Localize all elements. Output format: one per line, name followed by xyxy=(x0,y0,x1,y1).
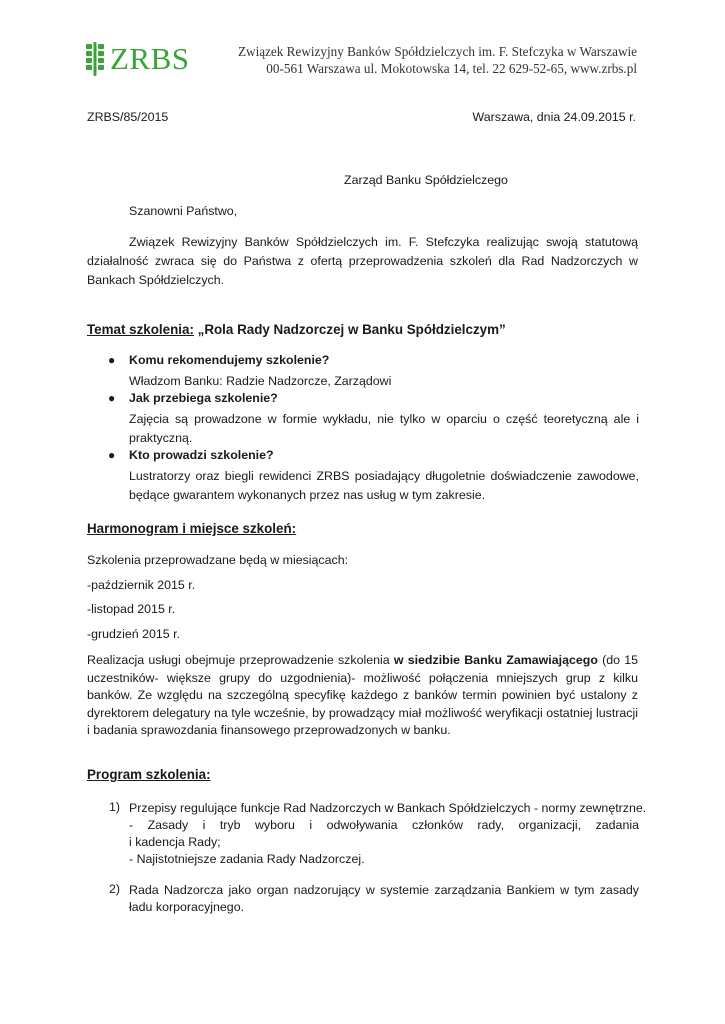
zrbs-logo xyxy=(84,40,190,76)
faq-question: Jak przebiega szkolenie? xyxy=(129,391,278,405)
program-subitem: - Najistotniejsze zadania Rady Nadzorczej. xyxy=(129,852,365,866)
org-name: Związek Rewizyjny Banków Spółdzielczych im. F. Stefczyka w Warszawie xyxy=(237,44,637,59)
program-item-title: Rada Nadzorcza jako organ nadzorujący w systemie zarządzania Bankiem w tym zasady ładu korporacyjnego. xyxy=(129,883,639,914)
letter-date: Warszawa, dnia 24.09.2015 r. xyxy=(472,110,636,124)
org-address: 00-561 Warszawa ul. Mokotowska 14, tel. 22 629-52-65, www.zrbs.pl xyxy=(266,61,637,76)
faq-answer: Lustratorzy oraz biegli rewidenci ZRBS posiadający długoletnie doświadczenie zawodowe, będące gwarantem wykonanych przez nas usług w tym zakresie. xyxy=(129,469,639,502)
topic-heading xyxy=(87,322,506,337)
topic-title: „Rola Rady Nadzorczej w Banku Spółdzielczym” xyxy=(193,322,506,337)
program-item-number: 1) xyxy=(109,800,121,814)
schedule-text-after: (do 15 uczestników- większe grupy do uzgodnienia)- możliwość połączenia mniejszych grup z kilku banków. Ze względu na szczególną specyfikę każdego z banków termin powinien być ustalony z dyrektorem delegatury na tyle wcześnie, by prowadzący miał możliwość weryfikacji ostatniej lustracji i badania sprawozdania finansowego przeprowadzonych w banku. xyxy=(87,653,639,738)
greeting: Szanowni Państwo, xyxy=(129,204,238,218)
bullet-icon: ● xyxy=(108,391,116,405)
schedule-month: -listopad 2015 r. xyxy=(87,602,176,616)
program-item-title: Przepisy regulujące funkcje Rad Nadzorczych w Bankach Spółdzielczych - normy zewnętrzne. xyxy=(129,801,647,815)
bullet-icon: ● xyxy=(108,448,116,462)
bullet-icon: ● xyxy=(108,353,116,367)
schedule-paragraph xyxy=(87,652,638,740)
faq-question: Komu rekomendujemy szkolenie? xyxy=(129,353,330,367)
schedule-heading: Harmonogram i miejsce szkoleń: xyxy=(87,521,297,536)
program-heading: Program szkolenia: xyxy=(87,767,211,782)
schedule-text-before: Realizacja usługi obejmuje przeprowadzenie szkolenia xyxy=(87,653,394,667)
faq-question: Kto prowadzi szkolenie? xyxy=(129,448,274,462)
schedule-text-bold: w siedzibie Banku Zamawiającego xyxy=(393,653,598,667)
schedule-month: -grudzień 2015 r. xyxy=(87,627,180,641)
schedule-intro: Szkolenia przeprowadzane będą w miesiącach: xyxy=(87,553,349,567)
reference-number: ZRBS/85/2015 xyxy=(87,110,169,124)
program-item-number: 2) xyxy=(109,882,121,896)
faq-answer: Władzom Banku: Radzie Nadzorcze, Zarządowi xyxy=(129,374,392,388)
logo-wordmark: ZRBS xyxy=(110,40,190,76)
program-subitem: i kadencja Rady; xyxy=(129,835,221,849)
topic-colon: : xyxy=(189,322,194,337)
faq-answer: Zajęcia są prowadzone w formie wykładu, nie tylko w oparciu o część teoretyczną ale i praktyczną. xyxy=(129,412,639,445)
wheat-icon xyxy=(84,40,106,76)
recipient: Zarząd Banku Spółdzielczego xyxy=(344,173,508,187)
program-subitem: - Zasady i tryb wyboru i odwoływania członków rady, organizacji, zadania xyxy=(129,818,639,832)
intro-paragraph: Związek Rewizyjny Banków Spółdzielczych im. F. Stefczyka realizując swoją statutową działalność zwraca się do Państwa z ofertą przeprowadzenia szkoleń dla Rad Nadzorczych w Bankach Spółdzielczych. xyxy=(87,235,638,287)
schedule-month: -październik 2015 r. xyxy=(87,578,196,592)
topic-label: Temat szkolenia xyxy=(87,322,190,337)
